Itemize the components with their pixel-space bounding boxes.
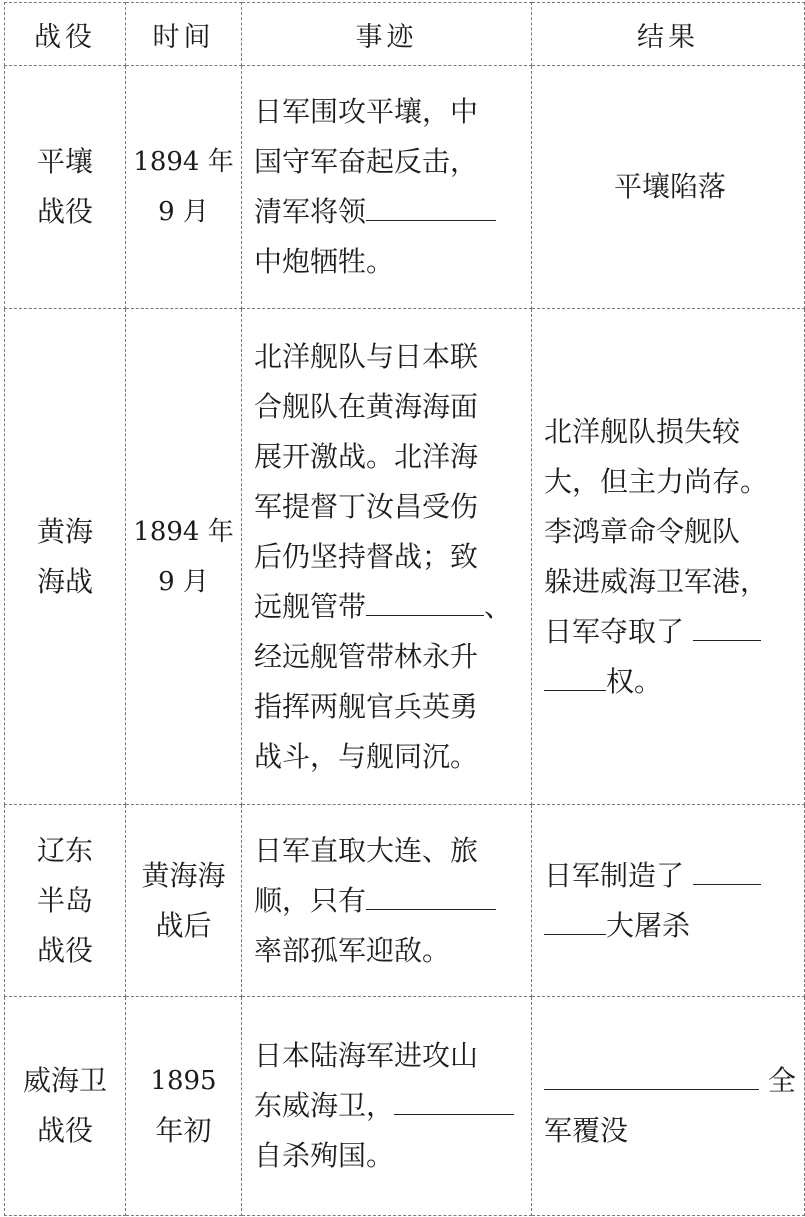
deeds-cell: 日本陆海军进攻山 东威海卫， 自杀殉国。 xyxy=(242,997,532,1216)
header-time: 时间 xyxy=(126,3,242,66)
result-cell: 全 军覆没 xyxy=(532,997,805,1216)
table-row xyxy=(5,309,805,805)
battle-name-cell: 威海卫 战役 xyxy=(5,997,126,1216)
fill-blank[interactable] xyxy=(544,664,606,691)
fill-blank[interactable] xyxy=(693,614,761,641)
battle-name-cell: 黄海 海战 xyxy=(5,309,126,805)
fill-blank[interactable] xyxy=(544,908,606,935)
deeds-cell: 日军直取大连、旅 顺，只有 率部孤军迎敌。 xyxy=(242,805,532,997)
deeds-cell: 北洋舰队与日本联 合舰队在黄海海面 展开激战。北洋海 军提督丁汝昌受伤 后仍坚持督战；致 远舰管带 、 经远舰管带林永升 指挥两舰官兵英勇 战斗，与舰同沉。 xyxy=(242,309,532,805)
fill-blank[interactable] xyxy=(544,1063,759,1090)
header-battle: 战役 xyxy=(5,3,126,66)
fill-blank[interactable] xyxy=(366,194,496,221)
fill-blank[interactable] xyxy=(693,858,761,885)
battle-name-cell: 辽东 半岛 战役 xyxy=(5,805,126,997)
fill-blank[interactable] xyxy=(366,883,496,910)
result-cell: 平壤陷落 xyxy=(532,66,805,309)
table-row xyxy=(5,66,805,309)
time-cell: 黄海海 战后 xyxy=(126,805,242,997)
time-cell: 1894 年 9 月 xyxy=(126,66,242,309)
result-cell: 日军制造了 大屠杀 xyxy=(532,805,805,997)
result-cell: 北洋舰队损失较 大，但主力尚存。 李鸿章命令舰队 躲进威海卫军港， 日军夺取了 权。 xyxy=(532,309,805,805)
fill-blank[interactable] xyxy=(394,1088,514,1115)
battle-table xyxy=(4,2,805,1216)
battle-name-cell: 平壤 战役 xyxy=(5,66,126,309)
header-row xyxy=(5,3,805,66)
header-result: 结果 xyxy=(532,3,805,66)
deeds-cell: 日军围攻平壤，中 国守军奋起反击， 清军将领 中炮牺牲。 xyxy=(242,66,532,309)
time-cell: 1894 年 9 月 xyxy=(126,309,242,805)
time-cell: 1895 年初 xyxy=(126,997,242,1216)
header-deeds: 事迹 xyxy=(242,3,532,66)
table-row xyxy=(5,805,805,997)
fill-blank[interactable] xyxy=(366,589,484,616)
table-row xyxy=(5,997,805,1216)
